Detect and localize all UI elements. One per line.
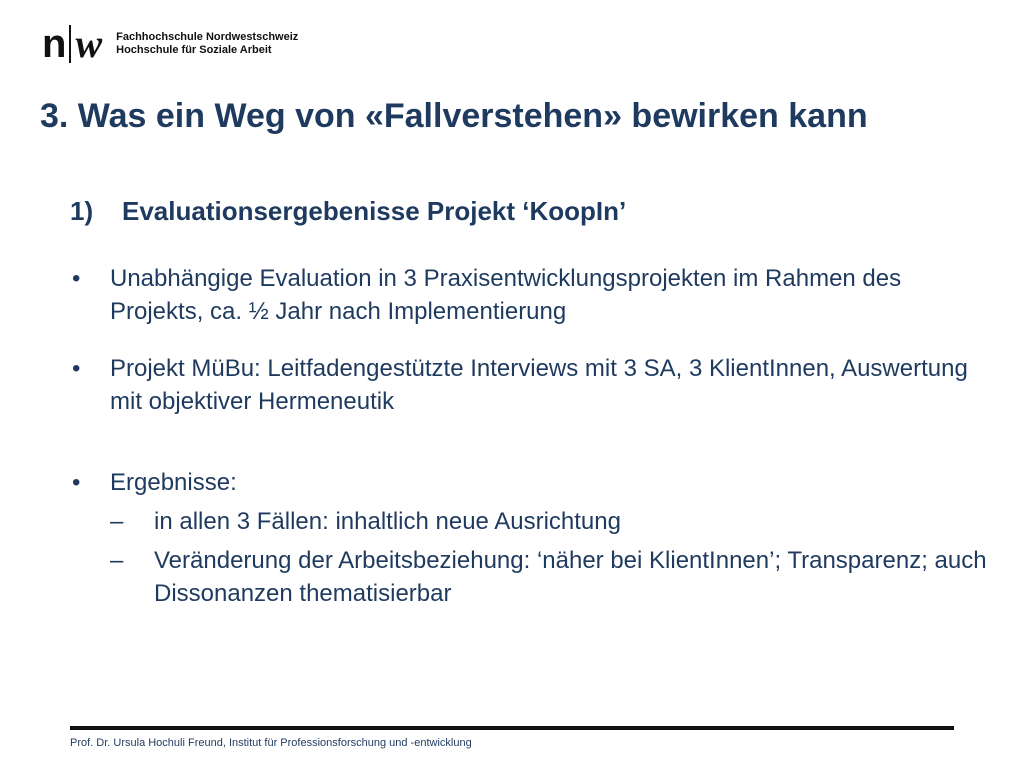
- subtitle-text: Evaluationsergebenisse Projekt ‘KoopIn’: [122, 196, 627, 226]
- bullet-item: [72, 352, 992, 418]
- subtitle-number: 1): [70, 196, 94, 226]
- bullet-item: [72, 262, 992, 328]
- bullet-text: Unabhängige Evaluation in 3 Praxisentwicklungsprojekten im Rahmen des Projekts, ca. ½ Jahr nach Implementierung: [110, 265, 902, 325]
- bullet-item: [72, 466, 992, 499]
- bullet-mark: •: [72, 469, 81, 496]
- sub-bullet-item: [110, 544, 992, 610]
- logo-mark: [42, 22, 102, 66]
- footer-text: Prof. Dr. Ursula Hochuli Freund, Institut für Professionsforschung und -entwicklung: [70, 737, 472, 749]
- sub-bullet-mark: –: [110, 547, 124, 574]
- logo-letter-w: w: [75, 21, 103, 66]
- bullet-list: [72, 262, 992, 610]
- logo-text-line2: Hochschule für Soziale Arbeit: [116, 44, 272, 56]
- bullet-text: Ergebnisse:: [110, 469, 237, 496]
- logo-letter-n: n: [42, 22, 66, 66]
- logo-text-line1: Fachhochschule Nordwestschweiz: [116, 31, 299, 43]
- footer-divider: [70, 726, 954, 730]
- bullet-text: Projekt MüBu: Leitfadengestützte Interviews mit 3 SA, 3 KlientInnen, Auswertung mit objektiver Hermeneutik: [110, 355, 968, 415]
- bullet-mark: •: [72, 355, 81, 382]
- bullet-mark: •: [72, 265, 81, 292]
- slide-subtitle: [70, 196, 626, 227]
- sub-bullet-text: Veränderung der Arbeitsbeziehung: ‘näher bei KlientInnen’; Transparenz; auch Dissonanzen thematisierbar: [154, 547, 987, 607]
- slide-title: 3. Was ein Weg von «Fallverstehen» bewirken kann: [40, 97, 868, 135]
- logo-text: [116, 31, 298, 57]
- sub-bullet-item: [110, 505, 992, 538]
- sub-bullet-text: in allen 3 Fällen: inhaltlich neue Ausrichtung: [154, 508, 621, 535]
- logo-divider: [69, 25, 71, 63]
- sub-bullet-mark: –: [110, 508, 124, 535]
- fhnw-logo: [42, 22, 298, 66]
